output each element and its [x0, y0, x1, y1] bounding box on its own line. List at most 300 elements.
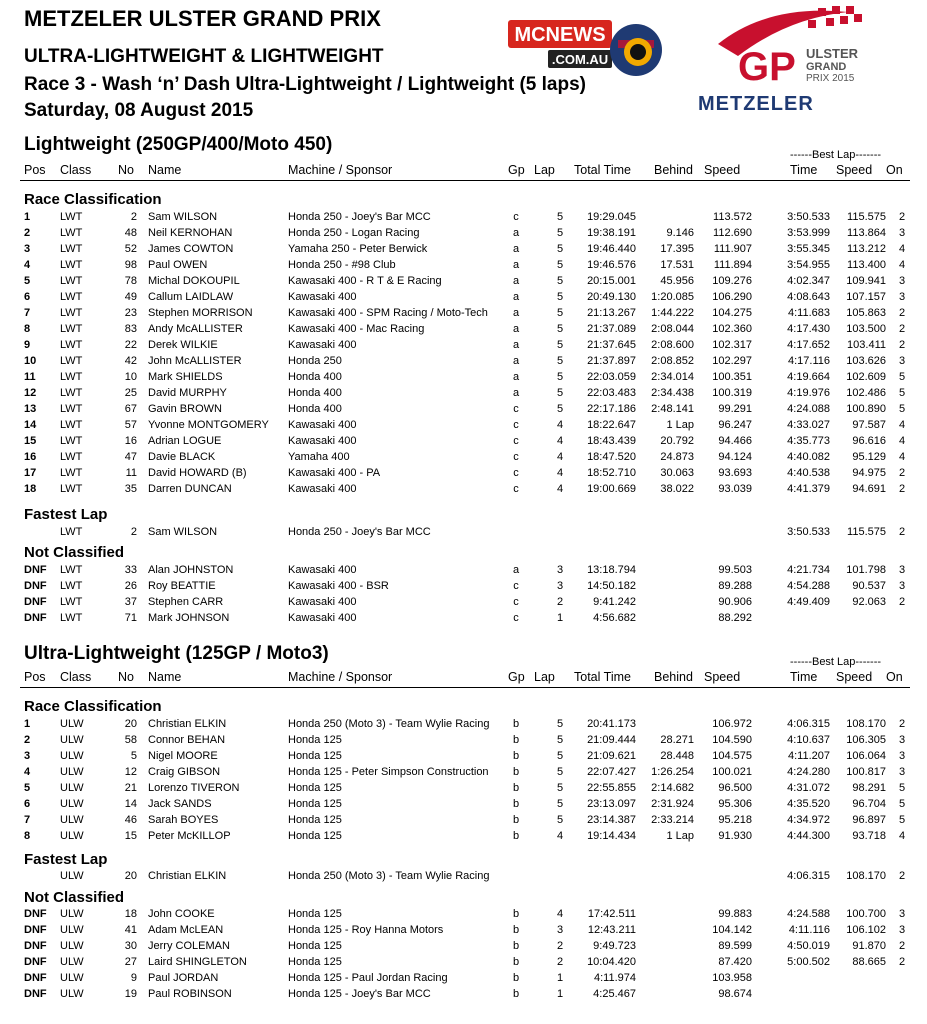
- cell-best-lap-speed: 106.064: [846, 750, 886, 762]
- cell-machine: Honda 250 - Logan Racing: [288, 227, 420, 239]
- cell-best-lap-on: 2: [898, 323, 906, 335]
- cell-best-lap-speed: 113.864: [847, 227, 886, 239]
- cell-machine: Kawasaki 400: [288, 339, 357, 351]
- cell-best-lap-time: 4:10.637: [787, 734, 830, 746]
- table-row: [0, 370, 927, 386]
- cell-group: c: [513, 612, 519, 624]
- cell-group: a: [512, 387, 520, 399]
- cell-rider-name: Adrian LOGUE: [148, 435, 222, 447]
- cell-pos: DNF: [24, 972, 47, 984]
- cell-pos: DNF: [24, 940, 47, 952]
- cell-total-time: 13:18.794: [587, 564, 636, 576]
- cell-speed: 93.039: [718, 483, 752, 495]
- cell-speed: 94.124: [718, 451, 752, 463]
- cell-number: 37: [124, 596, 137, 608]
- cell-group: b: [512, 988, 520, 1000]
- cell-total-time: 19:38.191: [587, 227, 636, 239]
- cell-pos: 17: [24, 467, 37, 479]
- cell-best-lap-speed: 115.575: [847, 526, 886, 538]
- cell-speed: 95.218: [718, 814, 752, 826]
- table-row: [0, 226, 927, 242]
- cell-class: LWT: [60, 612, 83, 624]
- col-no: No: [118, 670, 134, 684]
- table-row: [0, 733, 927, 749]
- table-row: [0, 829, 927, 845]
- cell-laps: 5: [556, 291, 564, 303]
- cell-number: 14: [124, 798, 137, 810]
- ulw-dnf-table: [0, 907, 927, 1003]
- cell-number: 49: [124, 291, 137, 303]
- table-row: [0, 210, 927, 226]
- cell-class: LWT: [60, 403, 83, 415]
- gp-logo-name-2: GRAND: [806, 61, 847, 73]
- table-row: [0, 525, 927, 541]
- cell-group: c: [513, 483, 519, 495]
- cell-rider-name: Yvonne MONTGOMERY: [148, 419, 269, 431]
- cell-machine: Kawasaki 400 - Mac Racing: [288, 323, 425, 335]
- cell-best-lap-time: 4:40.082: [787, 451, 830, 463]
- table-row: [0, 987, 927, 1003]
- table-row: [0, 450, 927, 466]
- cell-machine: Honda 125: [288, 908, 342, 920]
- cell-best-lap-time: 4:11.207: [787, 750, 830, 762]
- table-row: [0, 466, 927, 482]
- cell-rider-name: Lorenzo TIVERON: [148, 782, 240, 794]
- cell-class: ULW: [60, 924, 84, 936]
- cell-behind: 20.792: [660, 435, 694, 447]
- cell-behind: 2:34.438: [651, 387, 694, 399]
- cell-pos: 4: [24, 259, 31, 271]
- cell-class: LWT: [60, 387, 83, 399]
- cell-total-time: 18:47.520: [587, 451, 636, 463]
- cell-laps: 4: [556, 451, 564, 463]
- cell-rider-name: Alan JOHNSTON: [148, 564, 234, 576]
- cell-laps: 1: [556, 988, 564, 1000]
- cell-machine: Honda 250 - #98 Club: [288, 259, 396, 271]
- cell-laps: 5: [556, 718, 564, 730]
- cell-class: LWT: [60, 526, 83, 538]
- table-row: [0, 579, 927, 595]
- cell-best-lap-time: 3:54.955: [787, 259, 830, 271]
- col-machine: Machine / Sponsor: [288, 670, 393, 684]
- cell-total-time: 23:13.097: [587, 798, 636, 810]
- cell-best-lap-time: 4:19.976: [787, 387, 830, 399]
- ulw-header-rule: [20, 687, 910, 688]
- cell-pos: 16: [24, 451, 37, 463]
- cell-speed: 102.297: [712, 355, 752, 367]
- cell-speed: 95.306: [718, 798, 752, 810]
- cell-best-lap-on: 2: [898, 211, 906, 223]
- col-on: On: [886, 670, 903, 684]
- cell-machine: Honda 125: [288, 956, 342, 968]
- cell-best-lap-on: 2: [898, 467, 906, 479]
- cell-best-lap-speed: 96.897: [852, 814, 886, 826]
- cell-total-time: 4:25.467: [593, 988, 636, 1000]
- cell-class: ULW: [60, 718, 84, 730]
- lwt-column-header: [0, 161, 927, 179]
- cell-best-lap-speed: 103.411: [847, 339, 886, 351]
- cell-speed: 100.021: [712, 766, 752, 778]
- cell-best-lap-speed: 93.718: [852, 830, 886, 842]
- cell-rider-name: Stephen MORRISON: [148, 307, 253, 319]
- col-gp: Gp: [508, 670, 525, 684]
- cell-rider-name: Craig GIBSON: [148, 766, 221, 778]
- cell-machine: Honda 400: [288, 371, 342, 383]
- cell-pos: 18: [24, 483, 37, 495]
- cell-rider-name: Nigel MOORE: [148, 750, 218, 762]
- table-row: [0, 955, 927, 971]
- cell-best-lap-time: 4:11.683: [787, 307, 830, 319]
- cell-total-time: 21:09.444: [587, 734, 636, 746]
- cell-number: 47: [124, 451, 137, 463]
- cell-total-time: 20:15.001: [587, 275, 636, 287]
- cell-rider-name: Davie BLACK: [148, 451, 216, 463]
- cell-behind: 38.022: [660, 483, 694, 495]
- cell-machine: Honda 125: [288, 940, 342, 952]
- cell-pos: 1: [24, 718, 31, 730]
- cell-best-lap-on: 4: [898, 419, 906, 431]
- cell-best-lap-speed: 107.157: [846, 291, 886, 303]
- cell-best-lap-speed: 96.704: [852, 798, 886, 810]
- cell-total-time: 12:43.211: [587, 924, 636, 936]
- cell-laps: 5: [556, 750, 564, 762]
- col-on: On: [886, 163, 903, 177]
- col-pos: Pos: [24, 670, 46, 684]
- cell-pos: 1: [24, 211, 31, 223]
- cell-group: b: [512, 972, 520, 984]
- cell-best-lap-time: 4:41.379: [787, 483, 830, 495]
- cell-rider-name: Connor BEHAN: [148, 734, 226, 746]
- cell-machine: Kawasaki 400: [288, 419, 357, 431]
- col-behind: Behind: [654, 670, 693, 684]
- table-row: [0, 274, 927, 290]
- mcnews-logo-text: MCNEWS: [514, 24, 606, 46]
- cell-group: a: [512, 355, 520, 367]
- cell-machine: Kawasaki 400: [288, 612, 357, 624]
- cell-speed: 90.906: [718, 596, 752, 608]
- cell-class: LWT: [60, 339, 83, 351]
- cell-number: 2: [130, 526, 137, 538]
- cell-total-time: 21:37.645: [587, 339, 636, 351]
- cell-machine: Yamaha 250 - Peter Berwick: [288, 243, 428, 255]
- cell-machine: Honda 125: [288, 814, 342, 826]
- cell-number: 9: [130, 972, 137, 984]
- cell-best-lap-speed: 103.626: [846, 355, 886, 367]
- col-name: Name: [148, 670, 182, 684]
- cell-number: 58: [124, 734, 137, 746]
- cell-group: c: [513, 435, 519, 447]
- cell-best-lap-time: 4:17.652: [787, 339, 830, 351]
- cell-group: b: [512, 814, 520, 826]
- cell-best-lap-on: 3: [898, 564, 906, 576]
- table-row: [0, 907, 927, 923]
- cell-machine: Honda 125: [288, 798, 342, 810]
- cell-rider-name: Christian ELKIN: [148, 870, 227, 882]
- cell-best-lap-speed: 109.941: [846, 275, 886, 287]
- cell-best-lap-on: 5: [898, 371, 906, 383]
- gp-logo-name-3: PRIX 2015: [806, 73, 855, 84]
- cell-speed: 96.500: [718, 782, 752, 794]
- cell-number: 18: [124, 908, 137, 920]
- cell-behind: 9.146: [666, 227, 694, 239]
- col-best-time: Time: [790, 670, 818, 684]
- cell-speed: 88.292: [718, 612, 752, 624]
- cell-total-time: 17:42.511: [587, 908, 636, 920]
- cell-best-lap-speed: 92.063: [852, 596, 886, 608]
- cell-total-time: 18:43.439: [587, 435, 636, 447]
- cell-speed: 104.590: [712, 734, 752, 746]
- cell-group: b: [512, 718, 520, 730]
- ulw-not-classified-label: Not Classified: [24, 889, 125, 906]
- cell-number: 57: [124, 419, 137, 431]
- cell-speed: 96.247: [718, 419, 752, 431]
- table-row: [0, 717, 927, 733]
- col-speed: Speed: [704, 163, 741, 177]
- col-pos: Pos: [24, 163, 46, 177]
- ulw-best-lap-label: ------Best Lap-------: [790, 656, 882, 668]
- cell-machine: Kawasaki 400: [288, 483, 357, 495]
- cell-machine: Honda 125: [288, 750, 342, 762]
- gp-logo-text: GP: [738, 45, 796, 89]
- cell-group: a: [512, 227, 520, 239]
- cell-machine: Honda 125 - Joey's Bar MCC: [288, 988, 431, 1000]
- table-row: [0, 781, 927, 797]
- cell-laps: 5: [556, 814, 564, 826]
- cell-laps: 5: [556, 323, 564, 335]
- cell-total-time: 21:37.897: [587, 355, 636, 367]
- cell-best-lap-on: 3: [898, 908, 906, 920]
- cell-class: LWT: [60, 355, 83, 367]
- table-row: [0, 971, 927, 987]
- cell-rider-name: Paul OWEN: [148, 259, 208, 271]
- ultralightweight-title: Ultra-Lightweight (125GP / Moto3): [24, 643, 329, 664]
- cell-number: 11: [125, 467, 137, 479]
- cell-group: b: [512, 924, 520, 936]
- cell-machine: Honda 125: [288, 782, 342, 794]
- cell-class: LWT: [60, 211, 83, 223]
- cell-total-time: 22:03.059: [587, 371, 636, 383]
- table-row: [0, 386, 927, 402]
- cell-total-time: 10:04.420: [587, 956, 636, 968]
- cell-best-lap-time: 4:44.300: [787, 830, 830, 842]
- cell-speed: 113.572: [713, 211, 752, 223]
- cell-best-lap-on: 4: [898, 451, 906, 463]
- cell-laps: 3: [556, 580, 564, 592]
- cell-number: 27: [124, 956, 137, 968]
- cell-pos: DNF: [24, 564, 47, 576]
- cell-best-lap-on: 4: [898, 830, 906, 842]
- ulw-fastest-table: [0, 869, 927, 885]
- cell-best-lap-speed: 113.400: [847, 259, 886, 271]
- cell-pos: DNF: [24, 956, 47, 968]
- cell-pos: DNF: [24, 580, 47, 592]
- cell-total-time: 21:09.621: [587, 750, 636, 762]
- cell-machine: Honda 125: [288, 734, 342, 746]
- cell-behind: 30.063: [660, 467, 694, 479]
- cell-number: 5: [130, 750, 137, 762]
- cell-class: ULW: [60, 766, 84, 778]
- mcnews-logo: [508, 18, 664, 80]
- cell-number: 20: [124, 718, 137, 730]
- cell-machine: Honda 250 - Joey's Bar MCC: [288, 526, 431, 538]
- cell-best-lap-speed: 97.587: [852, 419, 886, 431]
- cell-best-lap-on: 2: [898, 718, 906, 730]
- cell-best-lap-speed: 88.665: [852, 956, 886, 968]
- cell-class: ULW: [60, 988, 84, 1000]
- cell-laps: 2: [556, 596, 564, 608]
- cell-best-lap-time: 4:40.538: [787, 467, 830, 479]
- cell-class: LWT: [60, 259, 83, 271]
- cell-speed: 89.288: [718, 580, 752, 592]
- cell-pos: 8: [24, 323, 31, 335]
- cell-group: b: [512, 750, 520, 762]
- cell-number: 22: [124, 339, 137, 351]
- cell-behind: 2:34.014: [651, 371, 694, 383]
- table-row: [0, 338, 927, 354]
- cell-total-time: 21:13.267: [587, 307, 636, 319]
- table-row: [0, 869, 927, 885]
- table-row: [0, 595, 927, 611]
- cell-best-lap-speed: 102.609: [846, 371, 886, 383]
- cell-class: ULW: [60, 750, 84, 762]
- cell-pos: DNF: [24, 924, 47, 936]
- cell-class: LWT: [60, 275, 83, 287]
- cell-best-lap-speed: 101.798: [846, 564, 886, 576]
- table-row: [0, 939, 927, 955]
- cell-best-lap-speed: 94.691: [852, 483, 886, 495]
- cell-total-time: 14:50.182: [587, 580, 636, 592]
- cell-total-time: 22:03.483: [587, 387, 636, 399]
- cell-rider-name: Jack SANDS: [148, 798, 212, 810]
- cell-pos: DNF: [24, 596, 47, 608]
- cell-group: b: [512, 830, 520, 842]
- cell-rider-name: Mark JOHNSON: [148, 612, 230, 624]
- cell-laps: 5: [556, 227, 564, 239]
- cell-class: ULW: [60, 870, 84, 882]
- cell-best-lap-speed: 100.890: [846, 403, 886, 415]
- cell-laps: 5: [556, 307, 564, 319]
- event-title: METZELER ULSTER GRAND PRIX: [24, 6, 381, 31]
- cell-group: b: [512, 734, 520, 746]
- cell-best-lap-time: 4:50.019: [787, 940, 830, 952]
- cell-best-lap-speed: 108.170: [846, 718, 886, 730]
- cell-pos: 10: [24, 355, 37, 367]
- cell-speed: 102.317: [712, 339, 752, 351]
- cell-machine: Honda 250 (Moto 3) - Team Wylie Racing: [288, 870, 490, 882]
- cell-group: a: [512, 339, 520, 351]
- cell-best-lap-on: 2: [898, 307, 906, 319]
- cell-best-lap-time: 4:08.643: [787, 291, 830, 303]
- cell-behind: 17.395: [660, 243, 694, 255]
- cell-best-lap-speed: 96.616: [852, 435, 886, 447]
- cell-best-lap-time: 3:50.533: [787, 526, 830, 538]
- cell-best-lap-time: 4:06.315: [787, 718, 830, 730]
- cell-machine: Yamaha 400: [288, 451, 350, 463]
- cell-laps: 2: [556, 956, 564, 968]
- cell-class: ULW: [60, 956, 84, 968]
- lwt-fastest-table: [0, 525, 927, 541]
- cell-rider-name: Neil KERNOHAN: [148, 227, 233, 239]
- table-row: [0, 482, 927, 498]
- ulster-gp-logo: [698, 4, 908, 116]
- cell-laps: 5: [556, 387, 564, 399]
- cell-class: LWT: [60, 291, 83, 303]
- cell-laps: 1: [556, 972, 564, 984]
- cell-class: ULW: [60, 798, 84, 810]
- cell-best-lap-on: 4: [898, 259, 906, 271]
- cell-behind: 45.956: [660, 275, 694, 287]
- cell-pos: 6: [24, 291, 31, 303]
- table-row: [0, 765, 927, 781]
- col-best-time: Time: [790, 163, 818, 177]
- cell-best-lap-on: 3: [898, 580, 906, 592]
- cell-total-time: 9:49.723: [593, 940, 636, 952]
- col-gp: Gp: [508, 163, 525, 177]
- cell-class: LWT: [60, 564, 83, 576]
- cell-pos: 11: [24, 371, 36, 383]
- cell-group: b: [512, 766, 520, 778]
- table-row: [0, 258, 927, 274]
- cell-best-lap-on: 5: [898, 798, 906, 810]
- cell-class: ULW: [60, 782, 84, 794]
- cell-class: LWT: [60, 580, 83, 592]
- table-row: [0, 418, 927, 434]
- cell-behind: 1 Lap: [666, 830, 694, 842]
- cell-speed: 91.930: [718, 830, 752, 842]
- cell-speed: 103.958: [712, 972, 752, 984]
- cell-best-lap-speed: 108.170: [846, 870, 886, 882]
- cell-total-time: 19:14.434: [587, 830, 636, 842]
- cell-rider-name: Mark SHIELDS: [148, 371, 223, 383]
- cell-rider-name: James COWTON: [148, 243, 234, 255]
- cell-machine: Honda 125: [288, 830, 342, 842]
- cell-number: 10: [124, 371, 137, 383]
- cell-group: a: [512, 564, 520, 576]
- cell-group: b: [512, 782, 520, 794]
- cell-best-lap-speed: 115.575: [847, 211, 886, 223]
- cell-speed: 89.599: [718, 940, 752, 952]
- cell-class: ULW: [60, 830, 84, 842]
- col-best-speed: Speed: [836, 670, 873, 684]
- cell-best-lap-on: 3: [898, 734, 906, 746]
- cell-best-lap-on: 3: [898, 275, 906, 287]
- cell-best-lap-on: 5: [898, 814, 906, 826]
- cell-speed: 93.693: [718, 467, 752, 479]
- cell-laps: 5: [556, 403, 564, 415]
- cell-group: c: [513, 451, 519, 463]
- cell-laps: 3: [556, 924, 564, 936]
- cell-speed: 106.290: [712, 291, 752, 303]
- cell-best-lap-speed: 100.700: [846, 908, 886, 920]
- cell-best-lap-time: 4:24.280: [787, 766, 830, 778]
- cell-best-lap-time: 4:31.072: [787, 782, 830, 794]
- cell-laps: 5: [556, 211, 564, 223]
- cell-speed: 102.360: [712, 323, 752, 335]
- cell-number: 41: [124, 924, 137, 936]
- table-row: [0, 354, 927, 370]
- col-total: Total Time: [574, 670, 631, 684]
- cell-best-lap-time: 5:00.502: [787, 956, 830, 968]
- cell-rider-name: Stephen CARR: [148, 596, 224, 608]
- cell-rider-name: David HOWARD (B): [148, 467, 247, 479]
- cell-behind: 2:14.682: [651, 782, 694, 794]
- cell-pos: DNF: [24, 988, 47, 1000]
- cell-rider-name: Laird SHINGLETON: [148, 956, 247, 968]
- cell-number: 83: [124, 323, 137, 335]
- lightweight-title: Lightweight (250GP/400/Moto 450): [24, 134, 333, 155]
- cell-laps: 5: [556, 339, 564, 351]
- table-row: [0, 242, 927, 258]
